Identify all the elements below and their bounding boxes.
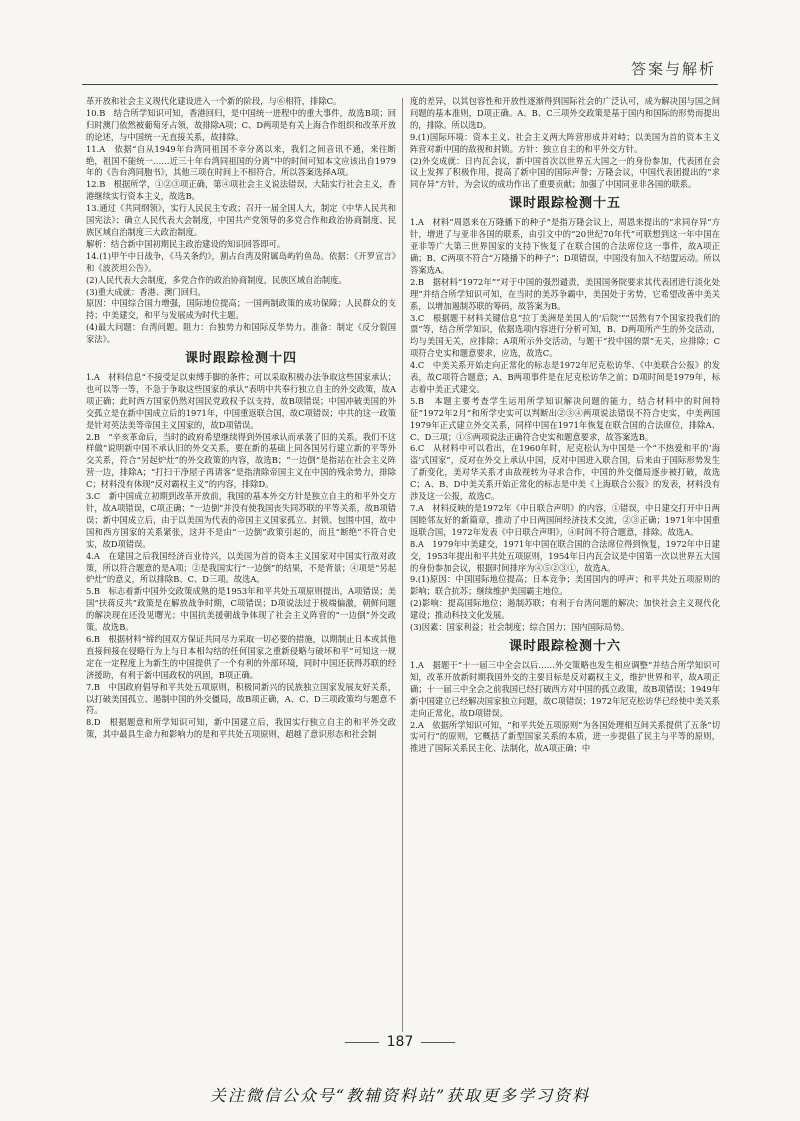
answer-item: 5.B 本题主要考查学生运用所学知识解决问题的能力，结合材料中的时间特征“1972年2月”和所学史实可以判断出②③④两项说法错误不符合史实，中美两国1979年正式建立外交关系，同样中国在1971年恢复在联合国的合法席位，排除A、C、D三项；①⑤两项说法正确符合史实和题意要求，故答案选B。 bbox=[410, 395, 720, 442]
answer-item: 13.通过《共同纲领》，实行人民民主专政；召开一届全国人大，制定《中华人民共和国宪法》；确立人民代表大会制度，中国共产党领导的多党合作和政治协商制度、民族区域自治制度三大政治制度。 bbox=[86, 203, 396, 237]
answer-item: 4.C 中美关系开始走向正常化的标志是1972年尼克松访华、《中美联合公报》的发表，故C项符合题意；A、B两项事件是在尼克松访华之前；D项时间是1979年，标志着中美正式建交。 bbox=[410, 360, 720, 394]
answer-item: 6.B 根据材料“缔约国双方保证共同尽力采取一切必要的措施，以期制止日本或其他直接间接在侵略行为上与日本相勾结的任何国家之重新侵略与破坏和平”可知这一规定在一定程度上为新生的中国提供了一个有利的外部环境，同时中国还获得苏联的经济援助，有利于新中国政权的巩固，B项正确。 bbox=[86, 633, 396, 680]
answer-item: 9.(1)国际环境：资本主义、社会主义两大阵营形成并对峙；以美国为首的资本主义阵营对新中国的敌视和封锁。方针：独立自主的和平外交方针。 bbox=[410, 131, 720, 154]
answer-item: (2)影响：提高国际地位；遏制苏联；有利于台湾问题的解决；加快社会主义现代化建设；推动科技文化发展。 bbox=[410, 598, 720, 621]
page-number-dash-left bbox=[345, 1042, 379, 1043]
answer-item: 2.A 依据所学知识可知，“和平共处五项原则”为各国处理相互间关系提供了五条“切实可行”的原则，它概括了新型国家关系的本质，进一步提倡了民主与平等的原则，推进了国际关系民主化、法制化，故A项正确；中 bbox=[410, 719, 720, 754]
header-title: 答案与解析 bbox=[630, 60, 716, 78]
column-divider bbox=[402, 98, 403, 1032]
answer-item: 解析：结合新中国初期民主政治建设的知识回答即可。 bbox=[86, 238, 286, 249]
answer-item: 1.A 材料“周恩来在万隆播下的种子”是指万隆会议上，周恩来提出的“求同存异”方针，增进了与亚非各国的联系，由引文中的“20世纪70年代”可联想到这一年中国在亚非等广大第三世界国家的支持下恢复了在联合国的合法席位这一事件，故A项正确；B、C两项不符合“万隆播下的种子”；D项错误，中国没有加入不结盟运动。所以答案选A。 bbox=[410, 217, 720, 275]
page-number-dash-right bbox=[421, 1042, 455, 1043]
answer-item: 4.A 在建国之后我国经济百业待兴，以美国为首的资本主义国家对中国实行敌对政策，所以符合题意的是A项；②是我国实行“一边倒”的结果，不是背景；④项是“另起炉灶”的意义，所以排除B、C、D三项。故选A。 bbox=[86, 550, 396, 585]
section-title: 课时跟踪检测十四 bbox=[184, 351, 297, 367]
page-number-text: 187 bbox=[386, 1034, 414, 1050]
page-header bbox=[82, 48, 718, 88]
answer-item: 原因：中国综合国力增强，国际地位提高；一国两制政策的成功保障；人民群众的支持；中美建交，和平与发展成为时代主题。 bbox=[86, 298, 396, 321]
answer-item: (2)外交成就：日内瓦会议，新中国首次以世界五大国之一的身份参加，代表团在会议上发挥了积极作用，提高了新中国的国际声誉；万隆会议，中国代表团提出的“求同存异”方针，为会议的成功作出了重要贡献；加强了中国同亚非各国的联系。 bbox=[410, 155, 720, 190]
answer-item: 9.(1)原因：中国国际地位提高；日本竞争；美国国内的呼声；和平共处五项原则的影响；联合抗苏；继续维护美国霸主地位。 bbox=[410, 574, 720, 597]
page-number bbox=[0, 1034, 800, 1050]
answer-item: 11.A 依据“自从1949年台湾同祖国不幸分离以来，我们之间音讯不通，来往断绝，祖国不能统一……近三十年台湾同祖国的分离”中的时间可知本文应该出自1979年的《告台湾同胞书》，其他三项在时间上不相符合，所以答案选择A项。 bbox=[86, 143, 396, 178]
answer-item: (2)人民代表大会制度，多党合作的政治协商制度，民族区域自治制度。 bbox=[86, 274, 347, 285]
answer-item: (3)因素：国家利益；社会制度；综合国力；国内国际局势。 bbox=[410, 622, 630, 633]
answer-item: 2.B “辛亥革命后，当时的政府希望继续得到外国承认而承袭了旧的关系。我们不这样做”说明新中国不承认旧的外交关系，要在新的基础上同各国另行建立新的平等外交关系，符合“另起炉灶”的外交政策的内容，故选B；“一边倒”是指站在社会主义阵营一边，排除A；“打扫干净屋子再请客”是指清除帝国主义在中国的残余势力，排除C；材料没有体现“反对霸权主义”的内容，排除D。 bbox=[86, 431, 396, 490]
header-rule bbox=[82, 84, 718, 85]
answer-item: 革开放和社会主义现代化建设进入一个新的阶段，与⑥相符，排除C。 bbox=[86, 96, 342, 106]
answer-item: 12.B 根据所学，①②③项正确，第④项社会主义说法错误，大陆实行社会主义，香港继续实行资本主义，故选B。 bbox=[86, 179, 396, 202]
left-column bbox=[86, 96, 396, 1034]
answer-item: 5.B 标志着新中国外交政策成熟的是1953年和平共处五项原则提出，A项错误；美国“扶蒋反共”政策是在解放战争时期，C项错误；D项说法过于极端偏激，朝鲜问题的解决现在还没见曙光；中国抗美援朝战争体现了社会主义阵营的“一边倒”外交政策。故选B。 bbox=[86, 586, 396, 633]
answer-item: 度的差异，以其包容性和开放性逐渐得到国际社会的广泛认可，成为解决国与国之间问题的基本准则，D项正确。A、B、C三项外交政策是基于国内和国际的形势而提出的，排除。所以选D。 bbox=[410, 96, 720, 130]
section-title: 课时跟踪检测十五 bbox=[508, 196, 621, 212]
answer-item: 6.C 从材料中可以看出，在1960年时，尼克松认为中国是一个“不热爱和平的‘海盗’式国家”，反对在外交上承认中国，反对中国进入联合国，后来由于国际形势发生了新变化，美对华关系才由敌视转为寻求合作，中国的外交僵局逐步被打破，故选C；A、B、D中美关系开始正常化的标志是中美《上海联合公报》的发表，材料没有涉及这一公报，故选C。 bbox=[410, 443, 720, 502]
section-title: 课时跟踪检测十六 bbox=[508, 638, 621, 654]
answer-item: (3)重大成就：香港、澳门回归。 bbox=[86, 286, 206, 297]
answer-item: 2.B 据材料“1972年”“对于中国的强烈谴责，美国国务院要求其代表团进行淡化处理”并结合所学知识可知，在当时的美苏争霸中，美国处于劣势，它希望改善中美关系，以增加遏制苏联的筹码，故答案为B。 bbox=[410, 276, 720, 311]
answer-item: 8.A 1979年中美建交，1971年中国在联合国的合法席位得到恢复，1972年中日建交，1953年提出和平共处五项原则，1954年日内瓦会议是中国第一次以世界五大国的身份参加会议，根据时间排序为④⑤②③①，故选A。 bbox=[410, 538, 720, 573]
answer-item: 7.B 中国政府倡导和平共处五项原则，积极同新兴的民族独立国家发展友好关系，以打破美国孤立、遏制中国的外交僵局，故B项正确，A、C、D三项政策均与题意不符。 bbox=[86, 681, 396, 716]
answer-item: 1.A 材料信息“不接受足以束缚手脚的条件；可以采取积极办法争取这些国家承认；也可以等一等，不急于争取这些国家的承认”表明中共奉行独立自主的外交政策，故A项正确；此时西方国家仍然对国民党政权予以支持，故B项错误；中国冲破美国的外交孤立是在新中国成立后的1971年，中国重返联合国，故C项错误；中共的这一政策是针对英法美等帝国主义国家的，故D项错误。 bbox=[86, 372, 396, 430]
answer-item: 3.C 根据题干材料关键信息“拉丁美洲是美国人的‘后院’”“居然有7个国家投我们的票”等，结合所学知识，依据选项内容进行分析可知，B、D两项所产生的外交活动，均与美国无关，应排除；A项所示外交活动，与题干“投中国的票”无关，应排除；C项符合史实和题意要求，应选，故选C。 bbox=[410, 312, 720, 359]
answer-item: 14.(1)甲午中日战争，《马关条约》，割占台湾及附属岛屿钓鱼岛。依据：《开罗宣言》和《波茨坦公告》。 bbox=[86, 250, 396, 273]
answer-item: (4)最大问题：台湾问题。阻力：台独势力和国际反华势力。准备：制定《反分裂国家法》。 bbox=[86, 322, 396, 345]
answer-item: 10.B 结合所学知识可知，香港回归，是中国统一进程中的重大事件，故选B项；回归时澳门依然被葡萄牙占领，故排除A项；C、D两项是有关上海合作组织和改革开放的论述，与中国统一无直接关系，故排除。 bbox=[86, 107, 396, 142]
answer-item: 8.D 根据题意和所学知识可知，新中国建立后，我国实行独立自主的和平外交政策，其中最具生命力和影响力的是和平共处五项原则，超越了意识形态和社会制 bbox=[86, 717, 396, 740]
answer-item: 7.A 材料反映的是1972年《中日联合声明》的内容，①错误，中日建交打开中日两国睦邻友好的新篇章，推动了中日两国间经济技术交流，②③正确；1971年中国重返联合国，1972年发表《中日联合声明》，④时间不符合题意，排除。故选A。 bbox=[410, 503, 720, 537]
text-columns bbox=[86, 96, 720, 1034]
answer-item: 3.C 新中国成立初期到改革开放前，我国的基本外交方针是独立自主的和平外交方针，故A项错误，C项正确；“一边倒”并没有使我国丧失同苏联的平等关系，故B项错误；新中国成立后，由于以美国为代表的帝国主义国家孤立、封锁、包围中国，故中国和西方国家的关系紧张，这并不是由“一边倒”政策引起的，而且“断绝”不符合史实，故D项错误。 bbox=[86, 491, 396, 549]
right-column bbox=[410, 96, 720, 1034]
answer-item: 1.A 据题干“十一届三中全会以后……外交策略也发生相应调整”并结合所学知识可知，改革开放新时期我国外交的主要目标是反对霸权主义，维护世界和平，故A项正确；十一届三中全会之前我国已经打破西方对中国的孤立政策，故B项错误；1949年新中国建立已经解决国家独立问题，故C项错误；1972年尼克松访华已经使中美关系走向正常化，故D项错误。 bbox=[410, 659, 720, 718]
footer-notice: 关注微信公众号“教辅资料站”获取更多学习资料 bbox=[209, 1086, 591, 1105]
